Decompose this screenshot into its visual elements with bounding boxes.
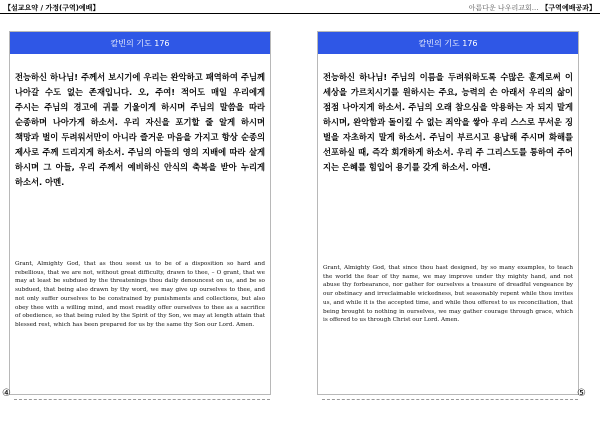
prayer-title: 칼빈의 기도 176 [418,38,478,48]
page-title-bar [10,32,270,54]
header-church-name: 아름다운 나우리교회... [468,4,539,12]
header-section-title: 【구역예배공과】 [541,4,596,12]
english-prayer-text: Grant, Almighty God, that as thou seest us to be of a disposition so hard and rebellious, that we are not, without great difficulty, drawn to thee, – O grant, that we may at least be subdued by the threatenings thou daily denouncest on us, and be so subdued, that being also drawn by thy word, we may give up ourselves to thee, and not only suffer ourselves to be constrained by punishments and collections, but also obey thee with a willing mind, and most readily offer ourselves to thee as a sacrifice of obedience, so that being ruled by the Spirit of thy Son, we may at length attain that blessed rest, which has been prepared for us by the same thy Son our Lord. Amen. [15,261,265,328]
page-footer-line-left [14,399,270,400]
korean-prayer-text: 전능하신 하나님! 주께서 보시기에 우리는 완악하고 패역하여 주님께 나아갈 수도 없는 존재입니다. 오, 주여! 적어도 매일 우리에게 주시는 주님의 경고에 귀를 기울이게 하시며 주님의 말씀을 따라 순종하며 나아가게 하소서. 우리 자신을 포기할 줄 알게 하시며 책망과 벌이 두려워서만이 아니라 즐거운 마음을 가지고 항상 순종의 제사로 주께 드리지게 하소서. 주님의 아들의 영의 지배에 따라 살게 하시며 그 아들, 우리 주께서 예비하신 안식의 축복을 받아 누리게 하소서. 아멘. [15,72,265,187]
header-right [469,3,596,13]
page-title-bar [318,32,578,54]
page-right [317,31,579,395]
korean-prayer-text: 전능하신 하나님! 주님의 이름을 두려워하도록 수많은 훈계로써 이 세상을 가르치시기를 원하시는 주요, 능력의 손 아래서 우리의 삶이 점점 나아지게 하소서. 주님의 오래 참으심을 악용하는 자 되지 말게 하시며, 완악함과 돌이킬 수 없는 죄악을 쌓아 우리 스스로 무서운 징벌을 자초하지 말게 하소서. 주님이 부르시고 용납해 주시며 화해를 선포하실 때, 즉각 회개하게 하소서. 우리 주 그리스도를 통하여 주어지는 은혜를 힘입어 용기를 갖게 하소서. 아멘. [323,72,573,172]
header-divider [0,13,600,14]
prayer-title: 칼빈의 기도 176 [110,38,170,48]
page-left [9,31,271,395]
header-left-title: 【설교요약 / 가정(구역)예배】 [4,4,100,12]
page-number-right: ⑤ [577,388,586,399]
page-number-left: ④ [2,388,11,399]
page-footer-line-right [322,399,578,400]
english-prayer-text: Grant, Almighty God, that since thou hast designed, by so many examples, to teach the world the fear of thy name, we may improve under thy mighty hand, and not abuse thy forbearance, nor gather for ourselves a treasure of dreadful vengeance by our obstinacy and irreclaimable wickedness, but seasonably repent while thou invites us, and while it is the accepted time, and while thou offerest to us reconciliation, that being brought to nothing in ourselves, we may gather courage through grace, which is offered to us through Christ our Lord. Amen. [323,265,573,324]
